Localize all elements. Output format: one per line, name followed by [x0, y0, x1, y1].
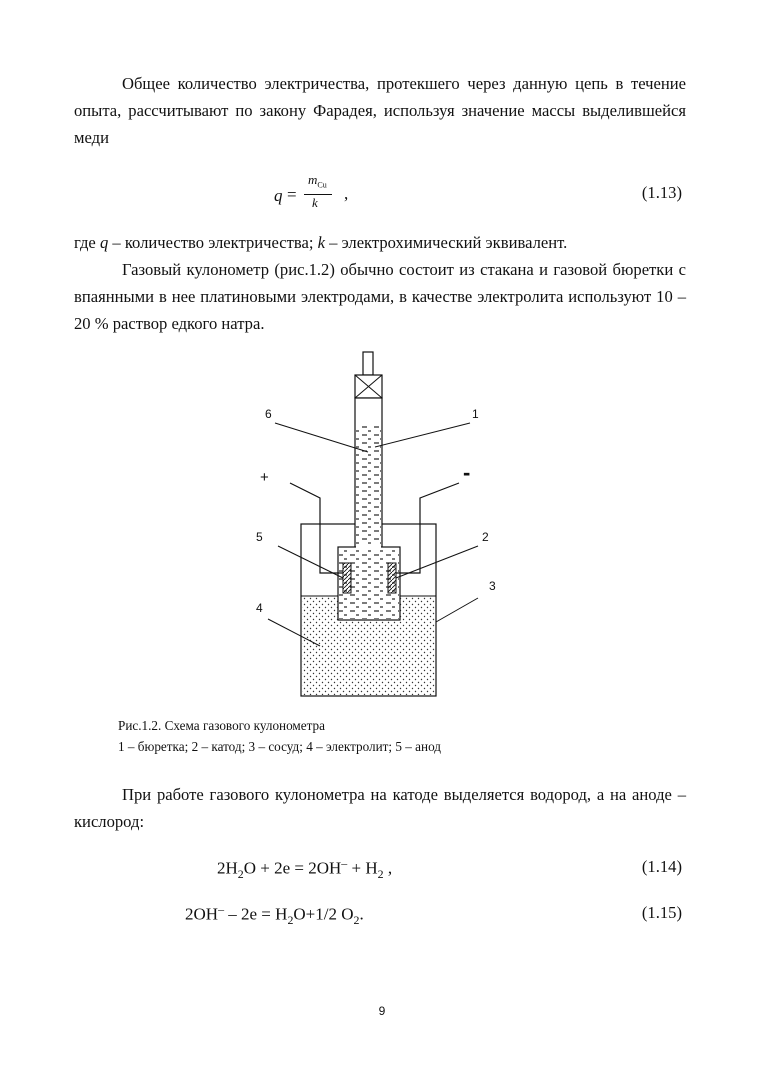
paragraph-where: где q – количество электричества; k – электрохимический эквивалент. [74, 233, 568, 252]
figure-caption-legend: 1 – бюретка; 2 – катод; 3 – сосуд; 4 – электролит; 5 – анод [118, 739, 442, 754]
label-3: 3 [489, 579, 496, 593]
anode-electrode [343, 563, 351, 593]
page-number: 9 [378, 1004, 386, 1018]
label-6: 6 [265, 407, 272, 421]
eq-denominator: k [312, 195, 318, 210]
equation-1-15: $2OH^- - 2e = H_2O+1/2$ $O_2$. [185, 902, 364, 928]
paragraph-reactions-intro: При работе газового кулонометра на катоде выделяется водород, а на аноде – кислород: [74, 785, 686, 831]
label-plus: + [260, 469, 269, 486]
eq-comma: , [344, 184, 349, 203]
burette-top-tube [363, 352, 373, 375]
equation-number-1-15: (1.15) [641, 903, 682, 922]
equation-number-1-13: (1.13) [641, 183, 682, 202]
label-minus: - [463, 460, 471, 485]
label-1: 1 [472, 407, 479, 421]
eq-lhs: q [274, 186, 283, 205]
label-5: 5 [256, 530, 263, 544]
paragraph-gas-coulometer: Газовый кулонометр (рис.1.2) обычно состоит из стакана и газовой бюретки с впаянными в нее платиновыми электродами, в качестве электролита используют 10 – 20 % раствор едкого натра. [74, 260, 686, 333]
eq-equals: = [287, 185, 297, 204]
label-4: 4 [256, 601, 263, 615]
equation-1-14: $2H_2O + 2e = 2OH^- + H_2$ , [217, 856, 393, 882]
equation-number-1-14: (1.14) [641, 857, 682, 876]
paragraph-faraday-intro: Общее количество электричества, протекшего через данную цепь в течение опыта, рассчитывают по закону Фарадея, используя значение массы выделившейся меди [74, 74, 686, 147]
burette [338, 352, 400, 620]
cathode-electrode [388, 563, 396, 593]
eq-numerator: $m_{Cu}$ [308, 172, 327, 190]
figure-caption-title: Рис.1.2. Схема газового кулонометра [118, 718, 326, 733]
label-2: 2 [482, 530, 489, 544]
